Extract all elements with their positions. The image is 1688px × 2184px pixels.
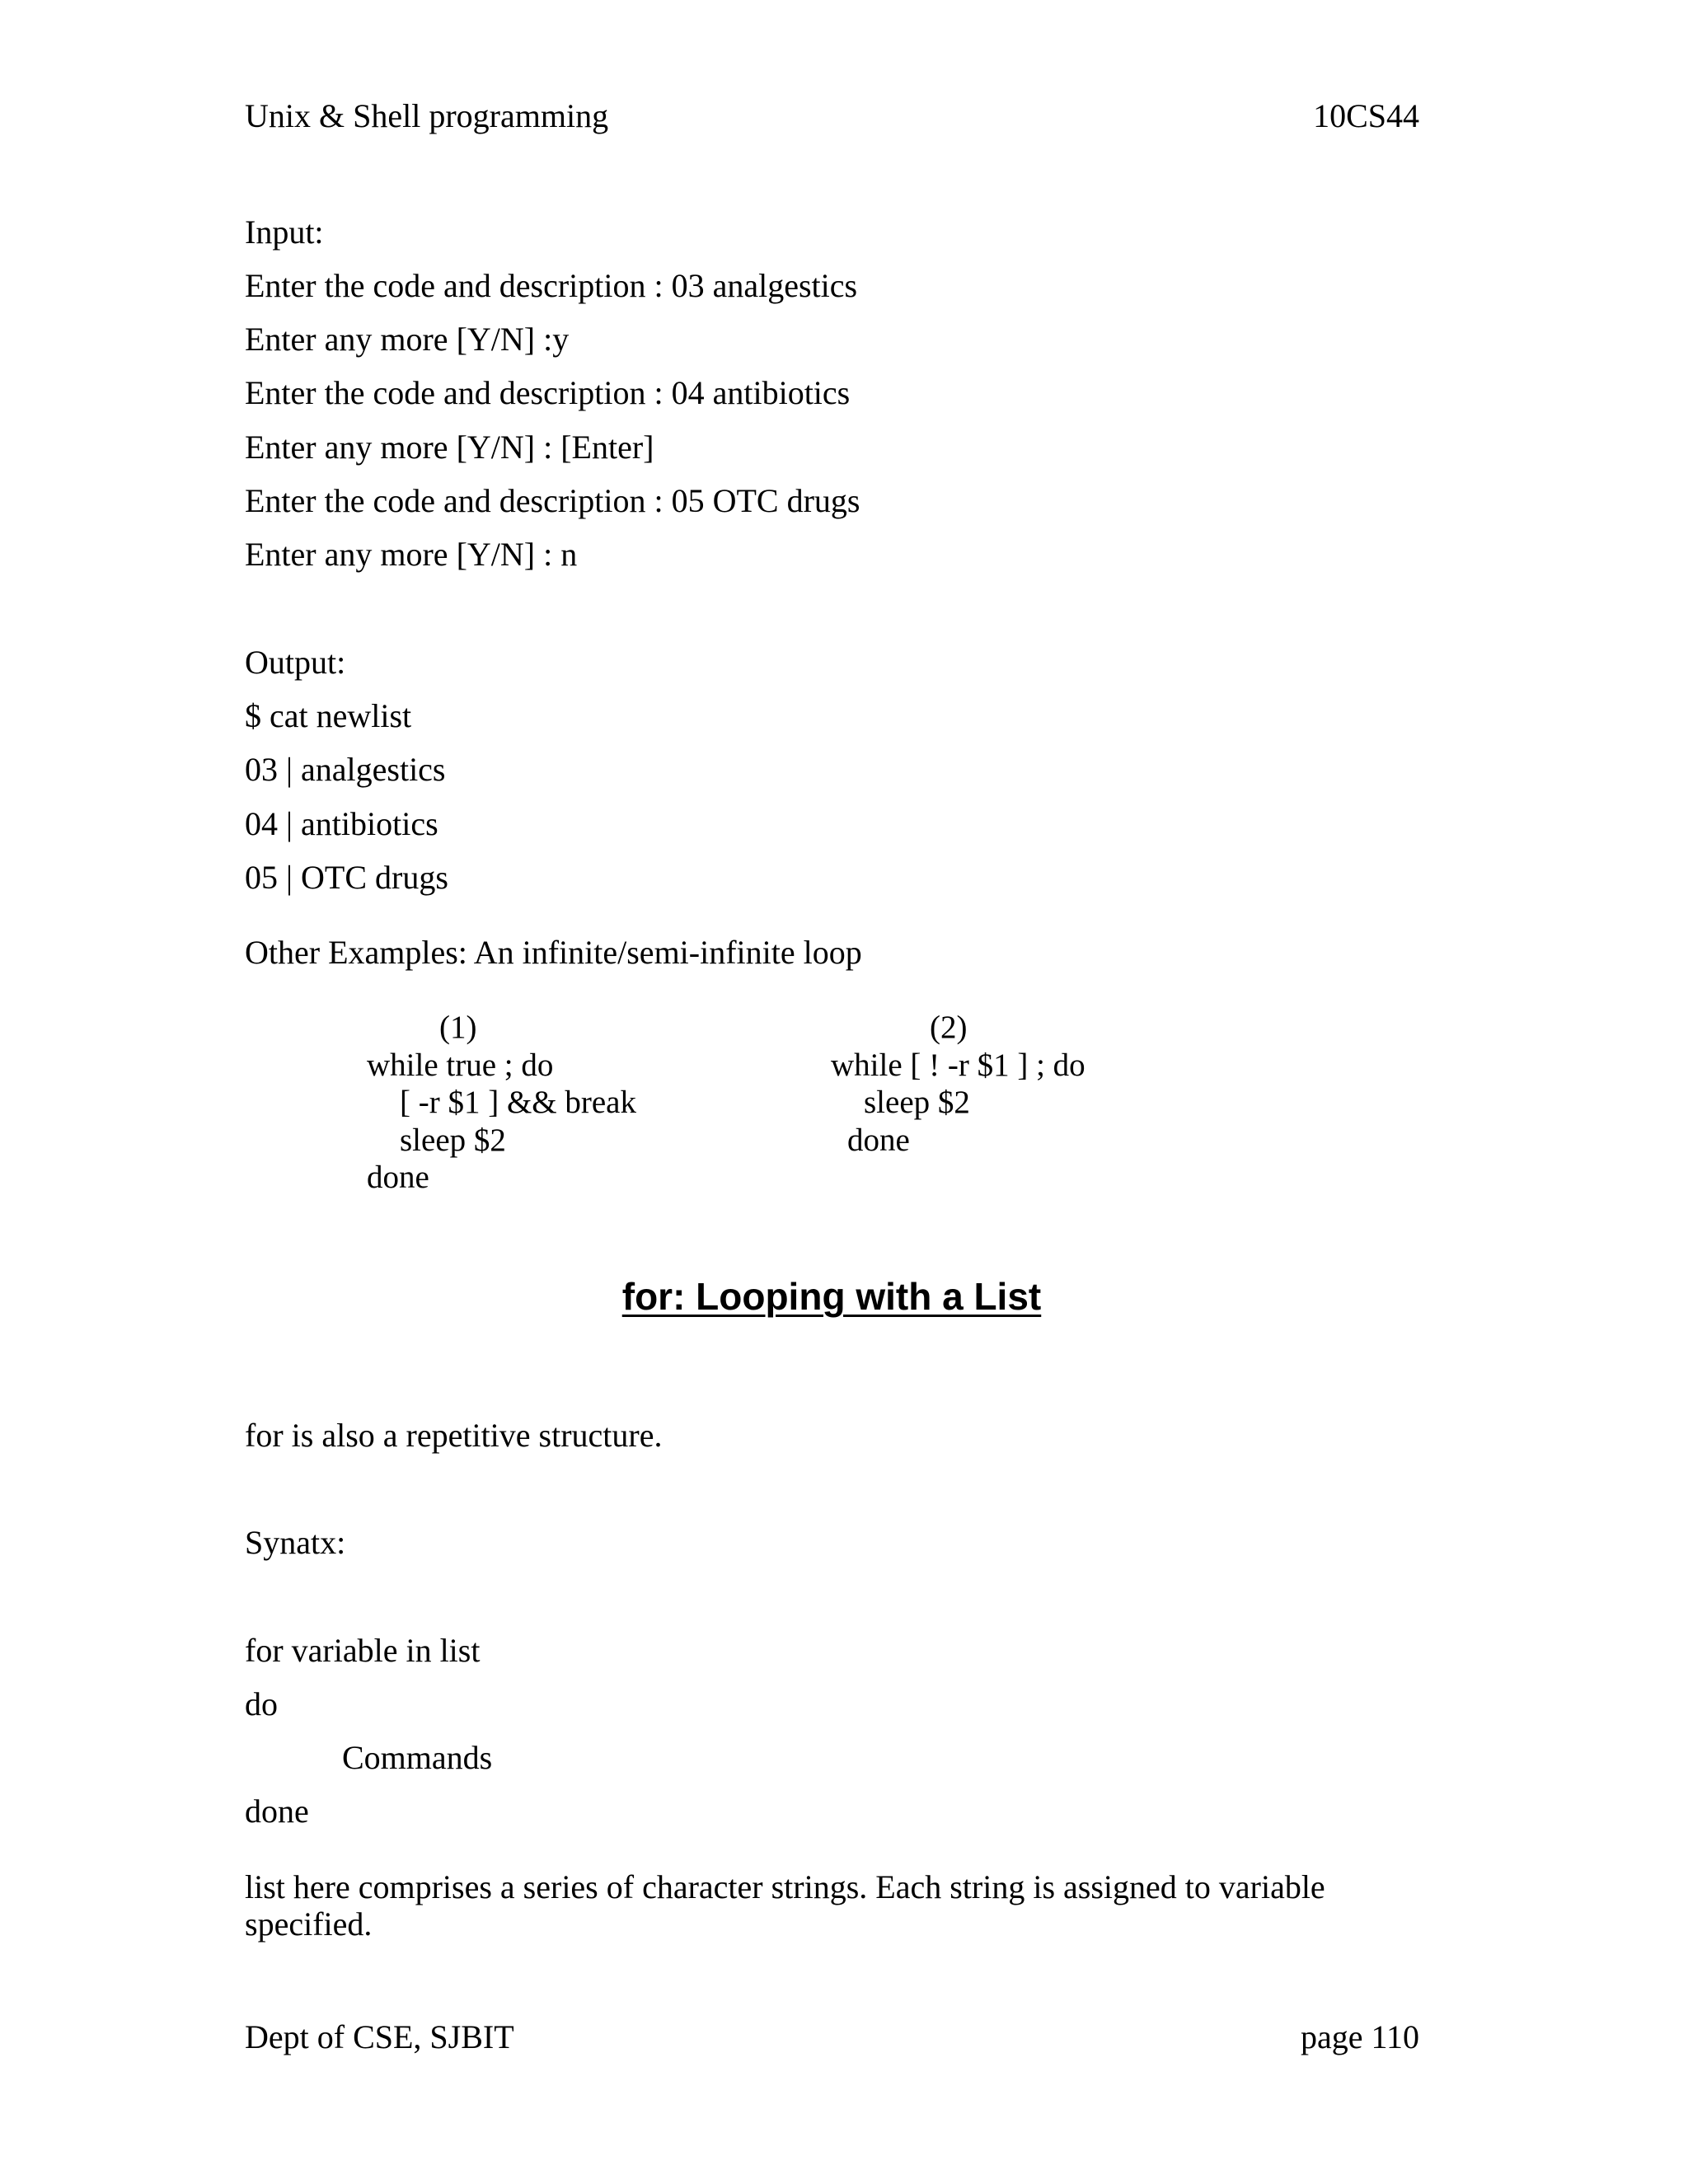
- code-line: done: [367, 1160, 429, 1195]
- example-number: (2): [930, 1010, 968, 1045]
- input-line: Enter any more [Y/N] :y: [245, 321, 570, 358]
- intro-text: for is also a repetitive structure.: [245, 1417, 663, 1454]
- code-line: while [ ! -r $1 ] ; do: [831, 1047, 1085, 1083]
- header-title: Unix & Shell programming: [245, 97, 609, 134]
- footer-page-number: page 110: [1300, 2018, 1419, 2055]
- syntax-label: Synatx:: [245, 1524, 346, 1561]
- input-line: Enter the code and description : 04 antibiotics: [245, 374, 851, 411]
- input-line: Enter any more [Y/N] : [Enter]: [245, 429, 654, 466]
- output-line: 04 | antibiotics: [245, 805, 438, 842]
- footer-dept: Dept of CSE, SJBIT: [245, 2018, 514, 2055]
- code-line: sleep $2: [864, 1085, 970, 1120]
- input-line: Enter any more [Y/N] : n: [245, 536, 578, 573]
- example-number: (1): [439, 1010, 477, 1045]
- input-label: Input:: [245, 213, 324, 251]
- input-line: Enter the code and description : 05 OTC drugs: [245, 482, 860, 519]
- output-line: $ cat newlist: [245, 697, 412, 734]
- code-line: [ -r $1 ] && break: [400, 1085, 636, 1120]
- explanation-line: specified.: [245, 1905, 373, 1943]
- output-line: 05 | OTC drugs: [245, 859, 448, 896]
- code-line: while true ; do: [367, 1047, 554, 1083]
- syntax-line: Commands: [342, 1739, 493, 1776]
- code-line: sleep $2: [400, 1122, 506, 1158]
- output-label: Output:: [245, 644, 346, 681]
- header-code: 10CS44: [1313, 97, 1419, 134]
- syntax-line: done: [245, 1793, 309, 1830]
- other-examples-label: Other Examples: An infinite/semi-infinite loop: [245, 934, 862, 971]
- code-line: done: [847, 1122, 910, 1158]
- section-heading: for: Looping with a List: [621, 1275, 1042, 1318]
- syntax-line: do: [245, 1685, 278, 1722]
- input-line: Enter the code and description : 03 analgestics: [245, 267, 858, 304]
- output-line: 03 | analgestics: [245, 751, 446, 788]
- explanation-line: list here comprises a series of character strings. Each string is assigned to variable: [245, 1868, 1325, 1905]
- syntax-line: for variable in list: [245, 1632, 481, 1669]
